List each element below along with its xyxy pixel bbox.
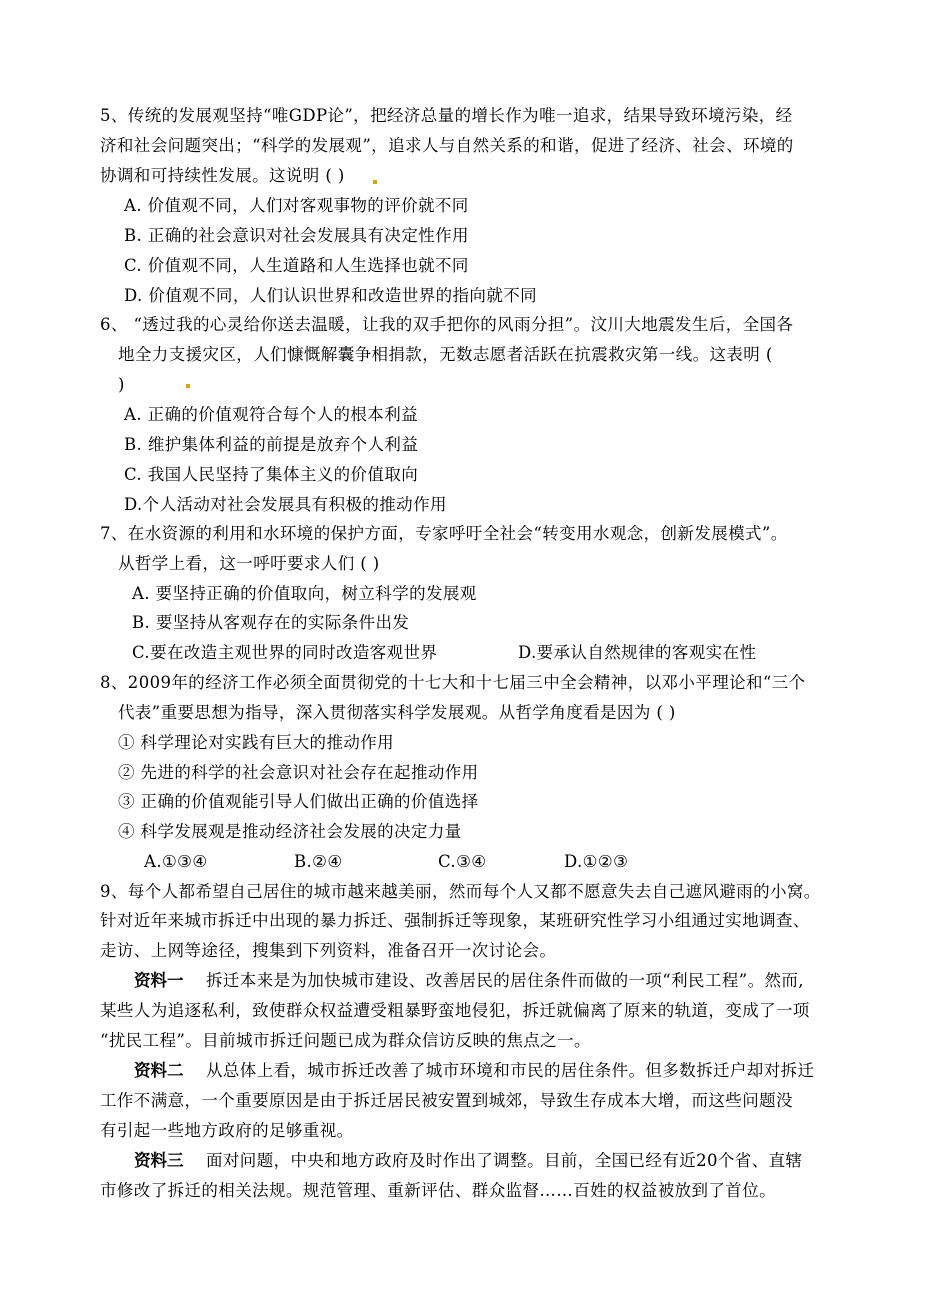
q5-stem-line-2: 济和社会问题突出；“科学的发展观”，追求人与自然关系的和谐，促进了经济、社会、环境的 [100, 136, 794, 155]
q8-option-d: D.①②③ [564, 852, 629, 871]
material-3-line-1: 面对问题，中央和地方政府及时作出了调整。目前，全国已经有近20个省、直辖 [206, 1151, 803, 1170]
q6-option-c: C. 我国人民坚持了集体主义的价值取向 [124, 465, 419, 484]
q8-statement-1: ① 科学理论对实践有巨大的推动作用 [118, 733, 395, 752]
q5-stem-line-3: 协调和可持续性发展。这说明 ( ) [100, 166, 345, 185]
q5-option-d: D. 价值观不同，人们认识世界和改造世界的指向就不同 [124, 286, 538, 305]
material-1-line-1: 拆迁本来是为加快城市建设、改善居民的居住条件而做的一项“利民工程”。然而, [206, 971, 804, 990]
q9-stem-line-1: 9、每个人都希望自己居住的城市越来越美丽，然而每个人又都不愿意失去自己遮风避雨的小窝。 [100, 882, 821, 901]
q8-option-a: A.①③④ [144, 852, 208, 871]
q8-stem-line-2: 代表”重要思想为指导，深入贯彻落实科学发展观。从哲学角度看是因为 ( ) [118, 703, 676, 722]
q8-option-c: C.③④ [438, 852, 487, 871]
material-2-line-3: 有引起一些地方政府的足够重视。 [100, 1121, 354, 1140]
q8-statement-3: ③ 正确的价值观能引导人们做出正确的价值选择 [118, 792, 479, 811]
material-2-line-1: 从总体上看，城市拆迁改善了城市环境和市民的居住条件。但多数拆迁户却对拆迁 [206, 1061, 815, 1080]
q9-stem-line-3: 走访、上网等途径，搜集到下列资料，准备召开一次讨论会。 [100, 941, 557, 960]
q7-option-a: A. 要坚持正确的价值取向，树立科学的发展观 [132, 584, 477, 603]
material-2-title: 资料二 [134, 1061, 184, 1080]
q5-option-b: B. 正确的社会意识对社会发展具有决定性作用 [124, 226, 469, 245]
q6-stem-line-3: ) [118, 375, 125, 394]
q6-option-d: D.个人活动对社会发展具有积极的推动作用 [124, 495, 447, 514]
material-3-line-2: 市修改了拆迁的相关法规。规范管理、重新评估、群众监督……百姓的权益被放到了首位。 [100, 1181, 776, 1200]
q5-stem-line-1: 5、传统的发展观坚持“唯GDP论”，把经济总量的增长作为唯一追求，结果导致环境污染，经 [100, 106, 793, 125]
material-1-line-2: 某些人为追逐私利，致使群众权益遭受粗暴野蛮地侵犯，拆迁就偏离了原来的轨道，变成了一项 [100, 1001, 810, 1020]
material-3-title: 资料三 [134, 1151, 184, 1170]
q8-stem-line-1: 8、2009年的经济工作必须全面贯彻党的十七大和十七届三中全会精神，以邓小平理论和“三个 [100, 673, 806, 692]
material-2-line-2: 工作不满意，一个重要原因是由于拆迁居民被安置到城郊，导致生存成本大增，而这些问题没 [100, 1091, 793, 1110]
material-1-title: 资料一 [134, 971, 184, 990]
q8-statement-4: ④ 科学发展观是推动经济社会发展的决定力量 [118, 822, 462, 841]
q7-stem-line-2: 从哲学上看，这一呼吁要求人们 ( ) [118, 554, 380, 573]
material-1-heading [134, 970, 184, 992]
q9-stem-line-2: 针对近年来城市拆迁中出现的暴力拆迁、强制拆迁等现象，某班研究性学习小组通过实地调查、 [100, 911, 810, 930]
q6-stem-line-1: 6、 “透过我的心灵给你送去温暖，让我的双手把你的风雨分担”。汶川大地震发生后，全国各 [100, 315, 794, 334]
q6-stem-line-2: 地全力支援灾区，人们慷慨解囊争相捐款，无数志愿者活跃在抗震救灾第一线。这表明 ( [118, 345, 773, 364]
q8-statement-2: ② 先进的科学的社会意识对社会存在起推动作用 [118, 763, 479, 782]
q7-option-c: C.要在改造主观世界的同时改造客观世界 [132, 643, 438, 662]
q5-option-c: C. 价值观不同，人生道路和人生选择也就不同 [124, 256, 469, 275]
material-3-heading [134, 1150, 184, 1172]
q7-stem-line-1: 7、在水资源的利用和水环境的保护方面，专家呼吁全社会“转变用水观念，创新发展模式”。 [100, 524, 788, 543]
material-2-heading [134, 1060, 184, 1082]
q6-option-b: B. 维护集体利益的前提是放弃个人利益 [124, 435, 419, 454]
q7-option-b: B. 要坚持从客观存在的实际条件出发 [132, 613, 410, 632]
material-1-line-3: “扰民工程”。目前城市拆迁问题已成为群众信访反映的焦点之一。 [100, 1031, 591, 1050]
mark-dot [373, 180, 377, 184]
q5-option-a: A. 价值观不同，人们对客观事物的评价就不同 [124, 196, 469, 215]
q6-option-a: A. 正确的价值观符合每个人的根本利益 [124, 405, 419, 424]
mark-dot [186, 384, 190, 388]
q7-option-d: D.要承认自然规律的客观实在性 [518, 643, 757, 662]
q8-option-b: B.②④ [294, 852, 343, 871]
